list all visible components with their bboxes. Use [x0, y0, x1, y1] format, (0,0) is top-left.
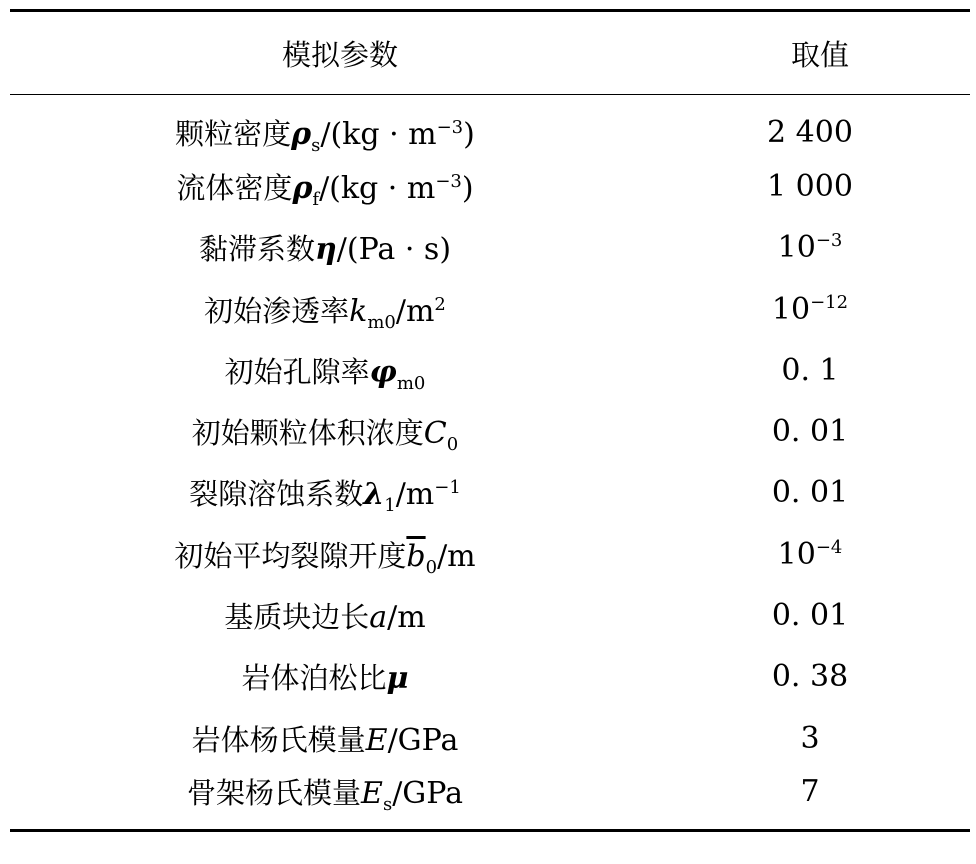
value-base: 10: [777, 536, 816, 572]
table-row: [10, 769, 970, 830]
table-row: [10, 95, 970, 156]
param-cell: [10, 585, 670, 646]
param-name: 基质块边长: [224, 600, 370, 635]
value-exponent: −3: [815, 230, 843, 252]
param-name: 颗粒密度: [175, 116, 292, 151]
param-name: 初始渗透率: [204, 293, 350, 328]
header-parameter: 模拟参数: [281, 37, 398, 72]
table-header-row: [10, 11, 970, 95]
param-cell: [10, 646, 670, 707]
param-symbol: η: [314, 232, 337, 268]
param-unit-exponent: −3: [436, 116, 464, 138]
param-subscript: s: [311, 134, 321, 156]
param-subscript: 1: [384, 495, 396, 517]
value-cell: 0. 1: [781, 352, 839, 388]
value-cell: 1 000: [767, 168, 853, 204]
param-cell: [10, 524, 670, 585]
param-unit: /m: [437, 538, 476, 574]
value-cell: [670, 217, 970, 278]
param-unit: /GPa: [392, 776, 463, 812]
param-unit-exponent: −1: [434, 477, 461, 499]
simulation-parameters-table: [10, 9, 970, 832]
table-row: [10, 217, 970, 278]
param-unit: /GPa: [387, 722, 459, 758]
param-symbol: a: [369, 600, 388, 636]
value-cell: 7: [800, 774, 820, 810]
param-unit: /m: [395, 293, 435, 329]
param-unit: /(kg · m: [320, 116, 437, 152]
param-symbol: ρ: [291, 116, 312, 152]
param-unit: /m: [387, 600, 426, 636]
param-cell: [10, 156, 670, 217]
param-symbol: φ: [369, 354, 397, 390]
param-subscript: 0: [446, 434, 459, 456]
param-name: 初始平均裂隙开度: [174, 538, 407, 573]
table-row: [10, 646, 970, 707]
table-row: [10, 707, 970, 768]
value-cell: 0. 38: [771, 659, 849, 695]
value-base: 10: [771, 291, 811, 327]
value-cell: 0. 01: [771, 475, 849, 511]
param-symbol: E: [361, 776, 383, 812]
value-exponent: −4: [815, 536, 843, 558]
table-row: [10, 585, 970, 646]
param-symbol: C: [423, 416, 447, 452]
value-cell: [670, 278, 970, 339]
param-name: 流体密度: [176, 170, 293, 205]
param-symbol: μ: [386, 661, 409, 697]
param-cell: [10, 462, 670, 523]
value-cell: [670, 524, 970, 585]
value-cell: 0. 01: [771, 598, 849, 634]
param-name: 岩体杨氏模量: [191, 722, 366, 757]
param-symbol: λ: [363, 477, 385, 513]
param-name: 黏滞系数: [198, 232, 315, 267]
table-row: [10, 156, 970, 217]
param-subscript: 0: [425, 556, 438, 578]
value-cell: 3: [800, 720, 820, 756]
table-row: [10, 401, 970, 462]
param-subscript: m0: [396, 372, 426, 394]
param-unit: /(Pa · s): [336, 232, 452, 268]
param-cell: [10, 95, 670, 156]
param-symbol: ρ: [292, 170, 313, 206]
table-row: [10, 462, 970, 523]
param-subscript: m0: [367, 311, 396, 333]
param-unit-exponent: 2: [434, 293, 446, 315]
param-name: 骨架杨氏模量: [187, 776, 362, 811]
param-name: 初始颗粒体积浓度: [191, 416, 424, 451]
value-base: 10: [777, 230, 816, 266]
param-cell: [10, 769, 670, 830]
param-symbol: $\overline{b}$: [406, 538, 426, 574]
param-name: 初始孔隙率: [224, 354, 370, 389]
param-symbol: E: [365, 722, 388, 758]
value-cell: 2 400: [767, 114, 853, 150]
param-unit-tail: ): [463, 116, 475, 152]
param-cell: [10, 340, 670, 401]
value-cell: 0. 01: [771, 414, 849, 450]
param-cell: [10, 707, 670, 768]
param-symbol: k: [349, 293, 368, 329]
table-row: [10, 524, 970, 585]
param-cell: [10, 217, 670, 278]
table-row: [10, 278, 970, 339]
param-unit-tail: ): [461, 170, 474, 206]
table-row: [10, 340, 970, 401]
param-name: 裂隙溶蚀系数: [189, 477, 364, 512]
header-value: 取值: [790, 37, 849, 72]
value-exponent: −12: [810, 291, 849, 313]
param-name: 岩体泊松比: [241, 661, 387, 696]
param-subscript: f: [312, 188, 320, 210]
param-cell: [10, 401, 670, 462]
param-unit-exponent: −3: [435, 170, 462, 192]
parameter-table-container: [10, 9, 970, 832]
param-unit: /m: [395, 477, 435, 513]
param-unit: /(kg · m: [319, 170, 436, 206]
param-subscript: s: [382, 794, 393, 816]
param-cell: [10, 278, 670, 339]
